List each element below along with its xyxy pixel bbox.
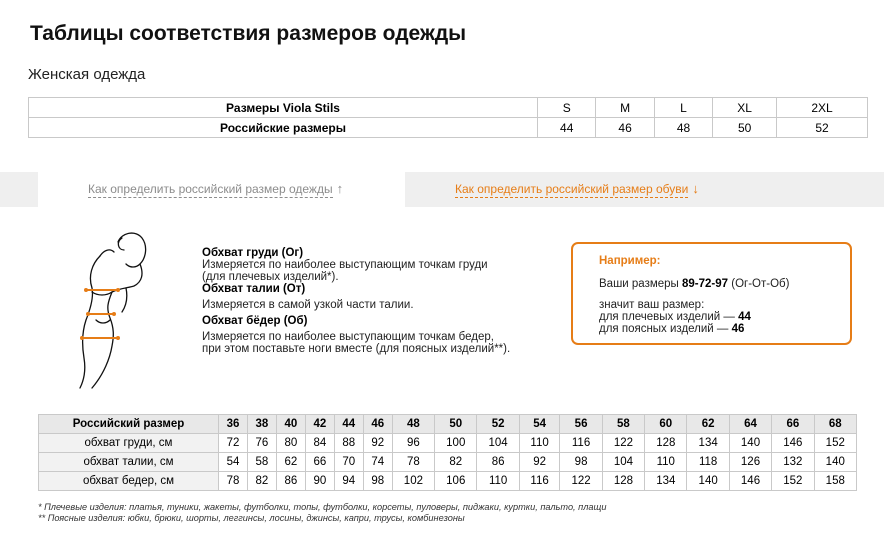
table-cell: 106	[435, 472, 477, 491]
table-cell: 78	[219, 472, 248, 491]
table-cell: 74	[363, 453, 392, 472]
table-cell: 90	[305, 472, 334, 491]
chest-text: Измеряется по наиболее выступающим точкам груди	[202, 259, 488, 271]
table-row	[29, 98, 868, 118]
hips-text: при этом поставьте ноги вместе (для поясных изделий**).	[202, 343, 511, 355]
table-cell: 54	[219, 453, 248, 472]
hips-heading: Обхват бёдер (Об)	[202, 315, 308, 327]
size-header-cell: 60	[645, 415, 687, 434]
table-cell: 86	[477, 453, 519, 472]
footnotes	[38, 502, 606, 524]
table-cell: 84	[305, 434, 334, 453]
tab-clothes-size[interactable]	[88, 181, 343, 196]
table-cell: 82	[247, 472, 276, 491]
table-cell: 116	[560, 434, 602, 453]
table-cell: 100	[435, 434, 477, 453]
table-cell: 126	[729, 453, 771, 472]
table-cell: 134	[645, 472, 687, 491]
size-conversion-table	[38, 414, 857, 491]
table-row	[39, 472, 857, 491]
size-header-cell: 68	[814, 415, 856, 434]
table-cell: 80	[276, 434, 305, 453]
table-cell: 58	[247, 453, 276, 472]
table-row	[39, 434, 857, 453]
table-cell: 122	[560, 472, 602, 491]
size-header-cell: 52	[477, 415, 519, 434]
table-cell: 92	[519, 453, 560, 472]
table-header-row	[39, 415, 857, 434]
body-measurement-illustration	[70, 228, 160, 393]
table-cell: 128	[602, 472, 644, 491]
table-cell: 98	[560, 453, 602, 472]
table-cell: 110	[519, 434, 560, 453]
size-header-cell: 46	[363, 415, 392, 434]
measurement-instructions	[202, 247, 510, 355]
size-header-cell: 44	[334, 415, 363, 434]
table-cell: 110	[477, 472, 519, 491]
row-label: обхват бедер, см	[39, 472, 219, 491]
table-cell: 152	[814, 434, 856, 453]
table-cell: 98	[363, 472, 392, 491]
size-header-cell: 38	[247, 415, 276, 434]
brand-size-table	[28, 97, 868, 138]
arrow-down-icon: ↓	[692, 181, 699, 196]
table-cell: 146	[729, 472, 771, 491]
example-result: значит ваш размер: для плечевых изделий — 44 для поясных изделий — 46	[599, 299, 751, 335]
table-cell: 62	[276, 453, 305, 472]
table-cell: XL	[713, 98, 777, 118]
table-cell: 92	[363, 434, 392, 453]
size-header-cell: 42	[305, 415, 334, 434]
table-cell: 118	[687, 453, 729, 472]
tab-shoe-size[interactable]	[455, 181, 699, 196]
size-header-cell: 50	[435, 415, 477, 434]
table-row	[39, 453, 857, 472]
size-header-cell: 56	[560, 415, 602, 434]
table-cell: 122	[602, 434, 644, 453]
table-cell: 110	[645, 453, 687, 472]
table-cell: 104	[477, 434, 519, 453]
footnote-waist: ** Поясные изделия: юбки, брюки, шорты, леггинсы, лосины, джинсы, капри, трусы, комбинезоны	[38, 513, 465, 523]
row-label: Российские размеры	[29, 118, 538, 138]
table-cell: 102	[392, 472, 434, 491]
example-box	[571, 242, 852, 345]
size-header-cell: 66	[772, 415, 814, 434]
table-cell: 48	[654, 118, 712, 138]
arrow-up-icon: ↑	[336, 181, 344, 196]
waist-heading: Обхват талии (От)	[202, 283, 306, 295]
size-header-cell: 54	[519, 415, 560, 434]
table-cell: 70	[334, 453, 363, 472]
table-cell: 158	[814, 472, 856, 491]
size-header-cell: 64	[729, 415, 771, 434]
example-sizes: Ваши размеры 89-72-97 (Ог-От-Об)	[599, 278, 790, 290]
table-cell: 132	[772, 453, 814, 472]
section-title: Женская одежда	[28, 66, 146, 83]
table-cell: 104	[602, 453, 644, 472]
table-cell: 2XL	[777, 98, 868, 118]
table-cell: 94	[334, 472, 363, 491]
row-label: обхват груди, см	[39, 434, 219, 453]
size-header-cell: 40	[276, 415, 305, 434]
table-cell: 50	[713, 118, 777, 138]
size-header-cell: 62	[687, 415, 729, 434]
table-cell: 134	[687, 434, 729, 453]
table-cell: 146	[772, 434, 814, 453]
table-cell: 44	[538, 118, 596, 138]
footnote-shoulder: * Плечевые изделия: платья, туники, жакеты, футболки, топы, футболки, корсеты, пуловеры, пиджаки, куртки, пальто, плащи	[38, 502, 607, 512]
table-cell: 52	[777, 118, 868, 138]
row-label: обхват талии, см	[39, 453, 219, 472]
table-cell: 140	[687, 472, 729, 491]
table-row	[29, 118, 868, 138]
table-cell: 72	[219, 434, 248, 453]
table-cell: 128	[645, 434, 687, 453]
table-cell: 96	[392, 434, 434, 453]
table-cell: L	[654, 98, 712, 118]
waist-text: Измеряется в самой узкой части талии.	[202, 299, 414, 311]
chest-text: (для плечевых изделий*).	[202, 271, 339, 283]
tab-clothes-label: Как определить российский размер одежды	[88, 182, 333, 196]
size-header-cell: 58	[602, 415, 644, 434]
table-cell: 140	[729, 434, 771, 453]
table-cell: 88	[334, 434, 363, 453]
hips-text: Измеряется по наиболее выступающим точкам бедер,	[202, 331, 494, 343]
table-cell: 82	[435, 453, 477, 472]
table-cell: M	[596, 98, 654, 118]
chest-heading: Обхват груди (Ог)	[202, 247, 304, 259]
table-cell: 78	[392, 453, 434, 472]
size-header-cell: 48	[392, 415, 434, 434]
tab-shoes-label: Как определить российский размер обуви	[455, 182, 689, 196]
table-cell: 46	[596, 118, 654, 138]
row-label: Размеры Viola Stils	[29, 98, 538, 118]
table-cell: 66	[305, 453, 334, 472]
table-cell: 140	[814, 453, 856, 472]
table-cell: 86	[276, 472, 305, 491]
example-heading: Например:	[599, 255, 661, 267]
size-header-cell: 36	[219, 415, 248, 434]
page-title: Таблицы соответствия размеров одежды	[30, 22, 467, 45]
table-cell: 116	[519, 472, 560, 491]
table-cell: 76	[247, 434, 276, 453]
table-cell: S	[538, 98, 596, 118]
header-label: Российский размер	[39, 415, 219, 434]
table-cell: 152	[772, 472, 814, 491]
